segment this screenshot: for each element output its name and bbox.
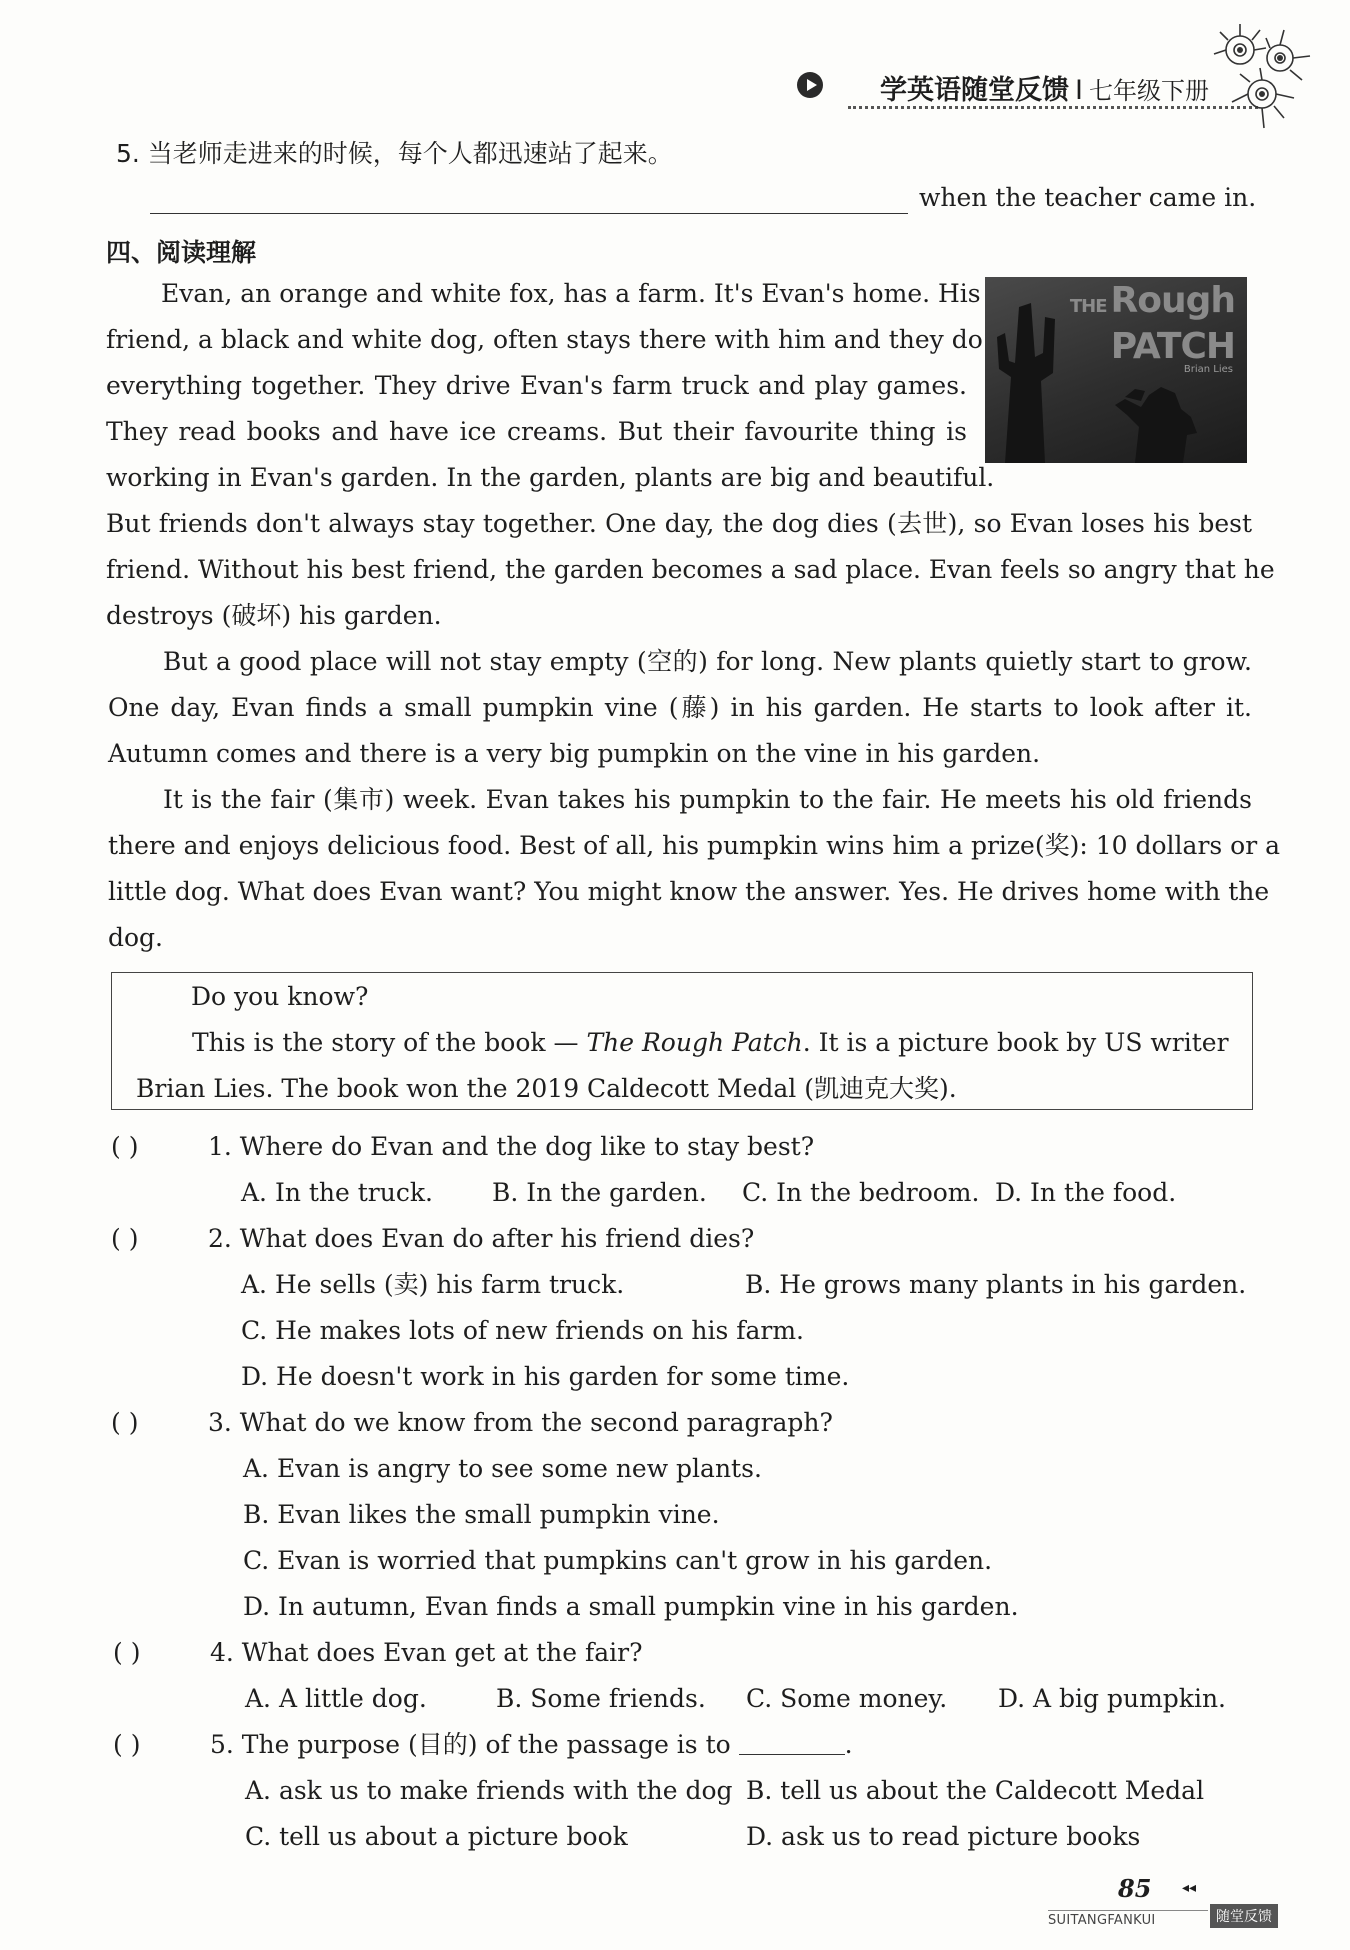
answer-blank-line[interactable] [150,213,908,214]
cover-title-small: THE [1069,296,1107,317]
answer-paren[interactable]: ( ) [111,1408,139,1437]
info-line1-post: . It is a picture book by US writer [802,1028,1229,1057]
footer-badge: 随堂反馈 [1210,1904,1278,1928]
option[interactable]: B. He grows many plants in his garden. [745,1270,1247,1299]
passage-line: One day, Evan finds a small pumpkin vine (藤) in his garden. He starts to look after it. [108,693,1252,722]
question-stem-post: . [844,1730,853,1759]
title-separator: I [1075,75,1083,106]
cover-title-word2: PATCH [1110,326,1235,367]
option[interactable]: C. In the bedroom. [742,1178,980,1207]
passage-line: friend, a black and white dog, often stays there with him and they do [106,325,983,354]
option[interactable]: C. Evan is worried that pumpkins can't grow in his garden. [243,1546,993,1575]
cover-author: Brian Lies [1183,364,1233,375]
passage-line: working in Evan's garden. In the garden, plants are big and beautiful. [106,463,995,492]
answer-paren[interactable]: ( ) [111,1224,139,1253]
passage-line: everything together. They drive Evan's farm truck and play games. [106,371,967,400]
passage-line: They read books and have ice creams. But their favourite thing is [106,417,967,446]
page-number: 85 [1118,1874,1152,1903]
passage-line: Autumn comes and there is a very big pumpkin on the vine in his garden. [108,739,1041,768]
question-stem-pre: 5. The purpose (目的) of the passage is to [210,1730,731,1759]
passage-line: friend. Without his best friend, the garden becomes a sad place. Evan feels so angry that he [106,555,1275,584]
option[interactable]: D. In the food. [995,1178,1177,1207]
option[interactable]: B. tell us about the Caldecott Medal [746,1776,1205,1805]
passage-line: destroys (破坏) his garden. [106,601,442,630]
passage-line: It is the fair (集市) week. Evan takes his pumpkin to the fair. He meets his old friends [163,785,1252,814]
option[interactable]: C. Some money. [746,1684,948,1713]
passage-line: there and enjoys delicious food. Best of all, his pumpkin wins him a prize(奖): 10 dollars or a [108,831,1281,860]
option[interactable]: B. Some friends. [496,1684,706,1713]
book-title [880,68,1209,107]
option[interactable]: A. In the truck. [241,1178,433,1207]
cover-title-word1: Rough [1110,280,1235,321]
info-box-line [192,1027,1228,1059]
option[interactable]: B. Evan likes the small pumpkin vine. [243,1500,720,1529]
question-stem: 4. What does Evan get at the fair? [210,1638,643,1667]
book-subtitle: 七年级下册 [1088,77,1209,105]
option[interactable]: D. In autumn, Evan finds a small pumpkin vine in his garden. [243,1592,1019,1621]
option[interactable]: D. ask us to read picture books [746,1822,1141,1851]
answer-paren[interactable]: ( ) [113,1730,141,1759]
answer-paren[interactable]: ( ) [111,1132,139,1161]
section-title: 四、阅读理解 [106,238,257,267]
passage-line: little dog. What does Evan want? You might know the answer. Yes. He drives home with the [108,877,1270,906]
info-book-title: The Rough Patch [586,1028,803,1057]
play-icon [797,72,823,98]
translation-q5-prompt: 5. 当老师走进来的时候，每个人都迅速站了起来。 [116,139,673,168]
passage-line: But friends don't always stay together. One day, the dog dies (去世), so Evan loses his best [106,509,1252,538]
book-cover-image [985,277,1247,463]
option[interactable]: B. In the garden. [492,1178,707,1207]
question-stem: 2. What does Evan do after his friend dies? [208,1224,755,1253]
info-box-heading: Do you know? [191,982,369,1011]
passage-line: But a good place will not stay empty (空的) for long. New plants quietly start to grow. [163,647,1252,676]
passage-line: dog. [108,923,164,952]
answer-paren[interactable]: ( ) [113,1638,141,1667]
answer-blank-line[interactable] [739,1732,845,1755]
option[interactable]: A. Evan is angry to see some new plants. [243,1454,762,1483]
option[interactable]: C. He makes lots of new friends on his farm. [241,1316,804,1345]
option[interactable]: A. A little dog. [245,1684,427,1713]
info-line1-pre: This is the story of the book — [192,1028,587,1057]
info-box-line: Brian Lies. The book won the 2019 Caldecott Medal (凯迪克大奖). [136,1074,957,1103]
cover-title [1070,281,1235,367]
option[interactable]: A. ask us to make friends with the dog [245,1776,733,1805]
option[interactable]: D. He doesn't work in his garden for some time. [241,1362,850,1391]
question-stem: 1. Where do Evan and the dog like to stay best? [208,1132,815,1161]
book-title-text: 学英语随堂反馈 [880,75,1069,106]
option[interactable]: D. A big pumpkin. [998,1684,1227,1713]
flower-decoration-icon [1210,18,1330,148]
header-dotted-rule [848,106,1258,109]
footer-brand: SUITANGFANKUI [1048,1910,1208,1928]
translation-q5-tail: when the teacher came in. [919,183,1257,212]
question-stem: 3. What do we know from the second paragraph? [208,1408,833,1437]
option[interactable]: A. He sells (卖) his farm truck. [241,1270,625,1299]
question-stem [210,1729,853,1761]
double-arrow-icon: ◂◂ [1182,1880,1197,1896]
option[interactable]: C. tell us about a picture book [245,1822,628,1851]
passage-line: Evan, an orange and white fox, has a farm. It's Evan's home. His [161,279,981,308]
